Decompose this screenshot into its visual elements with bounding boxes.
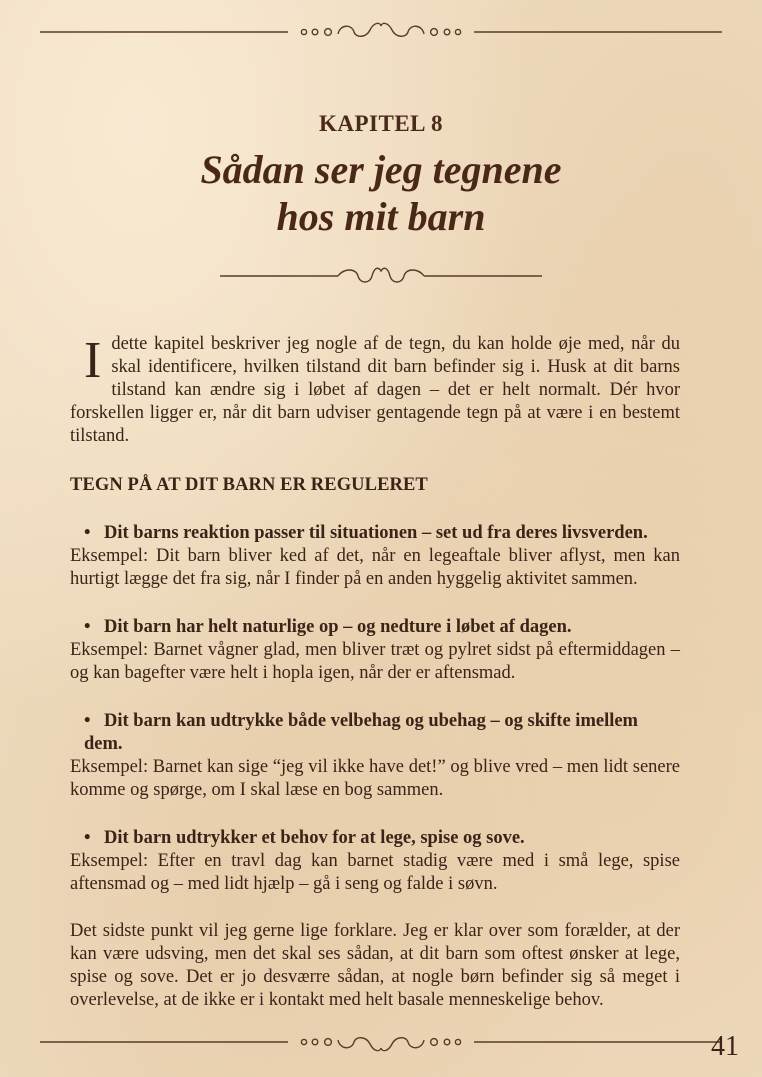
sign-example: Eksempel: Barnet kan sige “jeg vil ikke have det!” og blive vred – men lidt senere komme og spørge, om I skal læse en bog sammen. bbox=[70, 757, 680, 800]
sign-title bbox=[70, 710, 680, 756]
sign-example: Eksempel: Dit barn bliver ked af det, når en legeaftale bliver aflyst, men kan hurtigt lægge det fra sig, når I finder på en anden hyggelig aktivitet sammen. bbox=[70, 546, 680, 589]
intro-paragraph bbox=[70, 333, 680, 448]
sign-item bbox=[70, 827, 680, 896]
bullet-icon: • bbox=[84, 711, 91, 731]
sign-item bbox=[70, 616, 680, 685]
intro-text: dette kapitel beskriver jeg nogle af de tegn, du kan holde øje med, når du skal identificere, hvilken tilstand dit barn befinder sig i. Husk at dit barns tilstand kan ændre sig i løbet af dagen – det er helt normalt. Dér hvor forskellen ligger er, når dit barn udviser gentagende tegn på at være i en bestemt tilstand. bbox=[70, 334, 680, 446]
sign-example: Eksempel: Barnet vågner glad, men bliver træt og pylret sidst på eftermiddagen – og kan bagefter være helt i hopla igen, når der er aftensmad. bbox=[70, 640, 680, 683]
chapter-title-line-2: hos mit barn bbox=[276, 194, 486, 239]
chapter-title bbox=[0, 146, 762, 240]
chapter-label: KAPITEL 8 bbox=[318, 111, 443, 136]
bottom-flourish-divider-icon bbox=[40, 1030, 722, 1054]
sign-title bbox=[70, 616, 680, 639]
closing-paragraph: Det sidste punkt vil jeg gerne lige forklare. Jeg er klar over som forælder, at der kan være udsving, men det skal ses sådan, at dit barn som oftest ønsker at lege, spise og sove. Det er jo desværre sådan, at nogle børn befinder sig så meget i overlevelse, at de ikke er i kontakt med helt basale menneskelige behov. bbox=[70, 921, 680, 1010]
top-flourish-divider-icon bbox=[40, 20, 722, 44]
sign-title-text: Dit barn har helt naturlige op – og nedture i løbet af dagen. bbox=[104, 617, 572, 637]
sign-title-text: Dit barns reaktion passer til situationen – set ud fra deres livsverden. bbox=[104, 523, 648, 543]
page-number: 41 bbox=[711, 1031, 739, 1062]
chapter-title-line-1: Sådan ser jeg tegnene bbox=[200, 147, 562, 192]
bullet-icon: • bbox=[84, 523, 91, 543]
bullet-icon: • bbox=[84, 617, 91, 637]
main-content bbox=[70, 333, 680, 1031]
drop-cap: I bbox=[84, 332, 102, 389]
sign-title-text: Dit barn kan udtrykke både velbehag og ubehag – og skifte imellem dem. bbox=[84, 711, 638, 754]
sign-example: Eksempel: Efter en travl dag kan barnet stadig være med i små lege, spise aftensmad og – med lidt hjælp – gå i seng og falde i søvn. bbox=[70, 851, 680, 894]
sign-item bbox=[70, 710, 680, 802]
sign-title-text: Dit barn udtrykker et behov for at lege, spise og sove. bbox=[104, 828, 525, 848]
bullet-icon: • bbox=[84, 828, 91, 848]
title-flourish-divider-icon bbox=[220, 262, 542, 288]
section-heading: TEGN PÅ AT DIT BARN ER REGULERET bbox=[70, 475, 428, 495]
sign-item bbox=[70, 522, 680, 591]
sign-title bbox=[70, 827, 680, 850]
sign-title bbox=[70, 522, 680, 545]
